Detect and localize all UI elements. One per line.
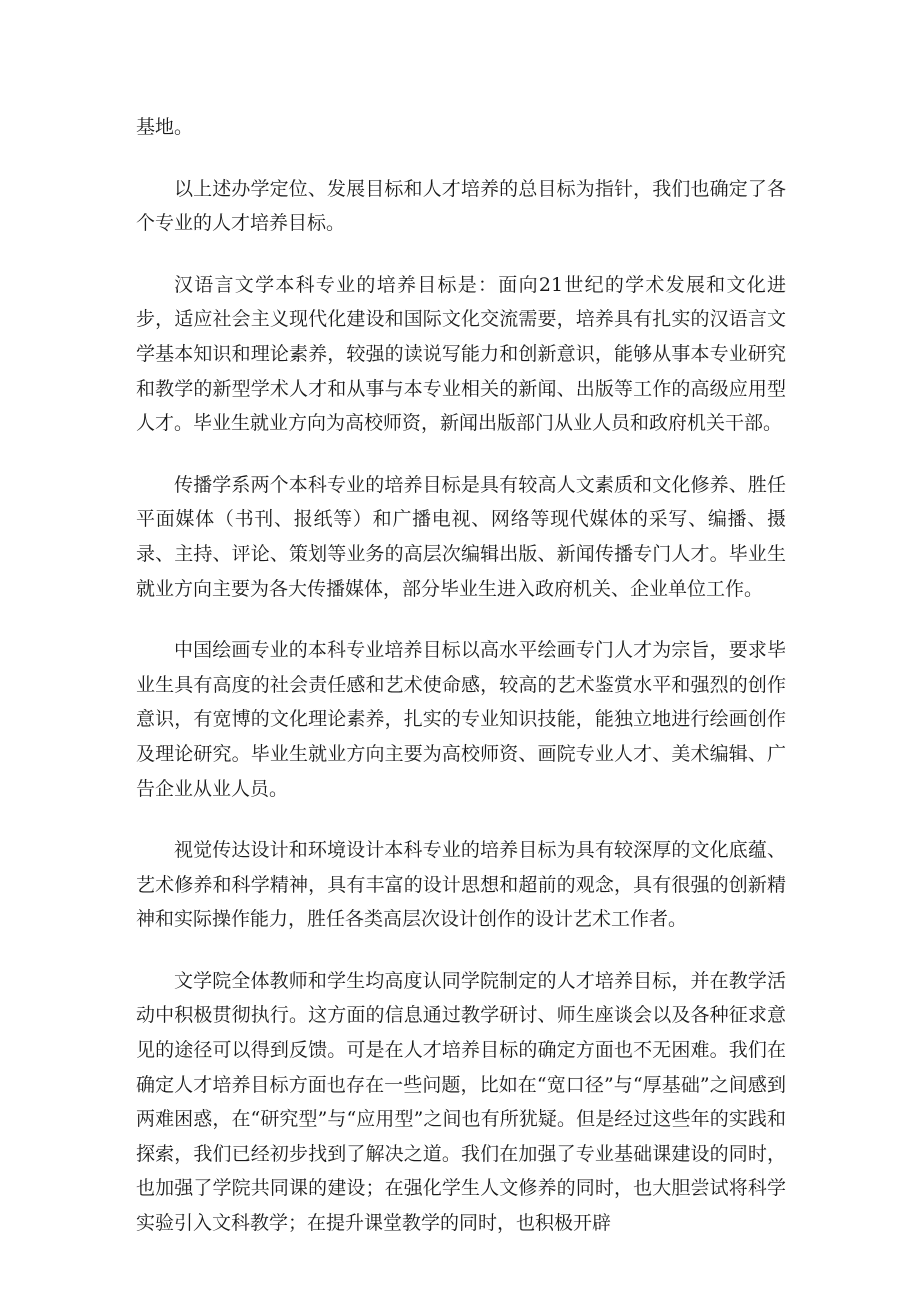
paragraph-3: 汉语言文学本科专业的培养目标是：面向21世纪的学术发展和文化进步，适应社会主义现代化建设和国际文化交流需要，培养具有扎实的汉语言文学基本知识和理论素养，较强的读说写能力和创新意识，能够从事本专业研究和教学的新型学术人才和从事与本专业相关的新闻、出版等工作的高级应用型人才。毕业生就业方向为高校师资，新闻出版部门从业人员和政府机关干部。 [136, 273, 786, 435]
paragraph-6: 视觉传达设计和环境设计本科专业的培养目标为具有较深厚的文化底蕴、艺术修养和科学精神，具有丰富的设计思想和超前的观念，具有很强的创新精神和实际操作能力，胜任各类高层次设计创作的设计艺术工作者。 [136, 839, 786, 931]
paragraph-7: 文学院全体教师和学生均高度认同学院制定的人才培养目标，并在教学活动中积极贯彻执行。这方面的信息通过教学研讨、师生座谈会以及各种征求意见的途径可以得到反馈。可是在人才培养目标的确定方面也不无困难。我们在确定人才培养目标方面也存在一些问题，比如在“宽口径”与“厚基础”之间感到两难困惑，在“研究型”与“应用型”之间也有所犹疑。但是经过这些年的实践和探索，我们已经初步找到了解决之道。我们在加强了专业基础课建设的同时，也加强了学院共同课的建设；在强化学生人文修养的同时，也大胆尝试将科学实验引入文科教学；在提升课堂教学的同时，也积极开辟 [136, 969, 786, 1235]
paragraph-2: 以上述办学定位、发展目标和人才培养的总目标为指针，我们也确定了各个专业的人才培养目标。 [136, 177, 786, 235]
paragraph-1: 基地。 [136, 116, 194, 138]
paragraph-4: 传播学系两个本科专业的培养目标是具有较高人文素质和文化修养、胜任平面媒体（书刊、报纸等）和广播电视、网络等现代媒体的采写、编播、摄录、主持、评论、策划等业务的高层次编辑出版、新闻传播专门人才。毕业生就业方向主要为各大传播媒体，部分毕业生进入政府机关、企业单位工作。 [136, 473, 786, 600]
document-body [136, 110, 786, 1268]
paragraph-5: 中国绘画专业的本科专业培养目标以高水平绘画专门人才为宗旨，要求毕业生具有高度的社会责任感和艺术使命感，较高的艺术鉴赏水平和强烈的创作意识，有宽博的文化理论素养，扎实的专业知识技能，能独立地进行绘画创作及理论研究。毕业生就业方向主要为高校师资、画院专业人才、美术编辑、广告企业从业人员。 [136, 639, 786, 800]
